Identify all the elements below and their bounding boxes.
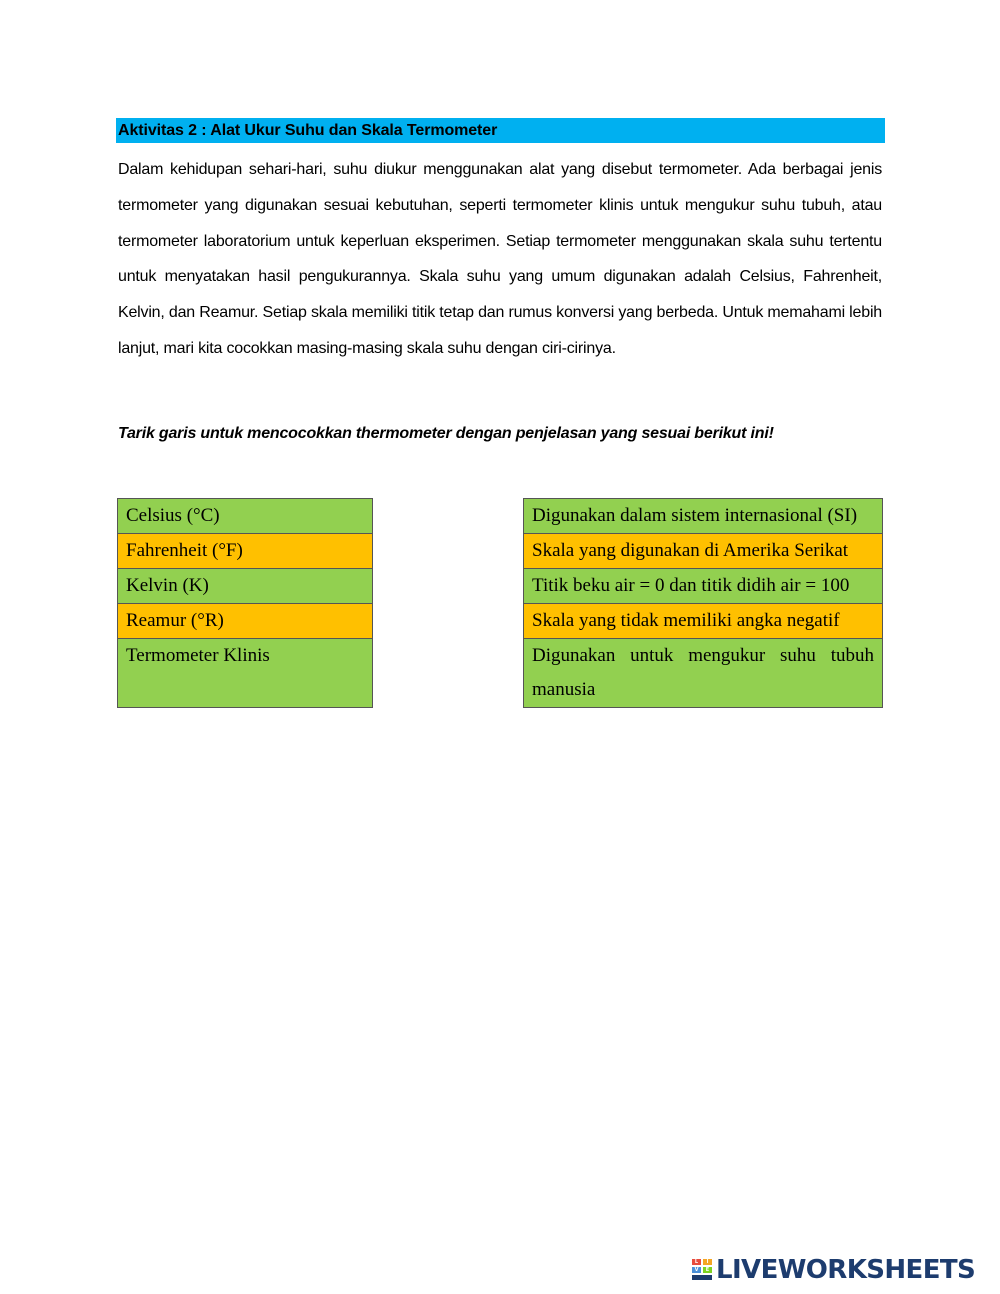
logo-text: LIVEWORKSHEETS bbox=[716, 1255, 976, 1285]
match-description-tanpa-negatif[interactable]: Skala yang tidak memiliki angka negatif bbox=[524, 604, 883, 639]
match-description-titik-beku[interactable]: Titik beku air = 0 dan titik didih air = 100 bbox=[524, 569, 883, 604]
match-item-termometer-klinis[interactable]: Termometer Klinis bbox=[118, 639, 373, 708]
instruction-text: Tarik garis untuk mencocokkan thermometer dengan penjelasan yang sesuai berikut ini! bbox=[118, 425, 774, 442]
match-item-fahrenheit[interactable]: Fahrenheit (°F) bbox=[118, 534, 373, 569]
match-item-reamur[interactable]: Reamur (°R) bbox=[118, 604, 373, 639]
logo-block-e: E bbox=[703, 1267, 712, 1273]
activity-heading-text: Aktivitas 2 : Alat Ukur Suhu dan Skala Termometer bbox=[118, 122, 498, 139]
match-description-amerika[interactable]: Skala yang digunakan di Amerika Serikat bbox=[524, 534, 883, 569]
liveworksheets-logo bbox=[692, 1255, 992, 1285]
thermometer-scales-table bbox=[117, 498, 373, 708]
match-item-celsius[interactable]: Celsius (°C) bbox=[118, 499, 373, 534]
intro-paragraph: Dalam kehidupan sehari-hari, suhu diukur menggunakan alat yang disebut termometer. Ada berbagai jenis termometer yang digunakan sesuai kebutuhan, seperti termometer klinis untuk mengukur suhu tubuh, atau termometer laboratorium untuk keperluan eksperimen. Setiap termometer menggunakan skala suhu tertentu untuk menyatakan hasil pengukurannya. Skala suhu yang umum digunakan adalah Celsius, Fahrenheit, Kelvin, dan Reamur. Setiap skala memiliki titik tetap dan rumus konversi yang berbeda. Untuk memahami lebih lanjut, mari kita cocokkan masing-masing skala suhu dengan ciri-cirinya. bbox=[118, 161, 882, 357]
activity-heading bbox=[116, 118, 885, 143]
logo-block-i: I bbox=[703, 1259, 712, 1265]
descriptions-table bbox=[523, 498, 883, 708]
logo-blocks-icon bbox=[692, 1259, 712, 1281]
logo-block-l: L bbox=[692, 1259, 701, 1265]
match-item-kelvin[interactable]: Kelvin (K) bbox=[118, 569, 373, 604]
logo-block-v: V bbox=[692, 1267, 701, 1273]
match-description-suhu-tubuh[interactable]: Digunakan untuk mengukur suhu tubuh manusia bbox=[524, 639, 883, 708]
match-description-si[interactable]: Digunakan dalam sistem internasional (SI) bbox=[524, 499, 883, 534]
